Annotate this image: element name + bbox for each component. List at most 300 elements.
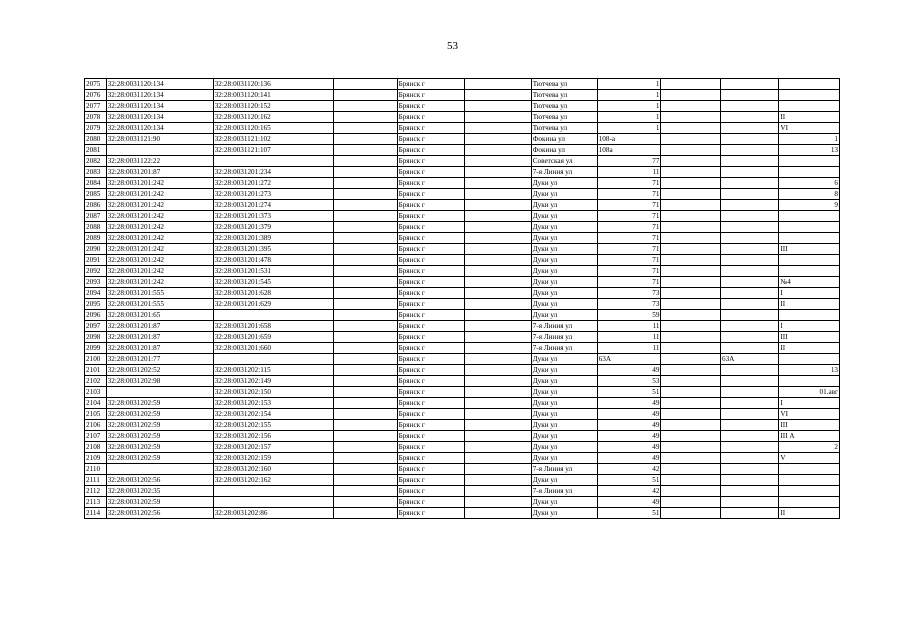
table-row [85,332,840,343]
building-cell [720,101,778,112]
table-row [85,343,840,354]
blank-cell-c [661,431,720,442]
premises-cell: I [779,321,840,332]
house-number-cell: 49 [597,398,661,409]
building-cell [720,453,778,464]
house-number-cell: 49 [597,365,661,376]
blank-cell-c [661,189,720,200]
house-number-cell: 71 [597,277,661,288]
cadastral-object-cell: 32:28:0031201:545 [213,277,333,288]
blank-cell-a [333,167,397,178]
table-row [85,222,840,233]
street-cell: Дуки ул [531,211,597,222]
premises-cell: 13 [779,365,840,376]
cadastral-object-cell: 32:28:0031201:478 [213,255,333,266]
table-row [85,79,840,90]
table-row [85,299,840,310]
cadastral-object-cell: 32:28:0031120:165 [213,123,333,134]
city-cell: Брянск г [397,321,464,332]
house-number-cell: 71 [597,178,661,189]
blank-cell-a [333,200,397,211]
house-number-cell: 73 [597,299,661,310]
cadastral-parcel-cell [106,387,213,398]
table-row [85,189,840,200]
blank-cell-a [333,387,397,398]
building-cell [720,233,778,244]
premises-cell [779,211,840,222]
premises-cell [779,101,840,112]
street-cell: Советская ул [531,156,597,167]
street-cell: Дуки ул [531,508,597,519]
city-cell: Брянск г [397,453,464,464]
cadastral-parcel-cell: 32:28:0031201:555 [106,299,213,310]
premises-cell: VI [779,123,840,134]
city-cell: Брянск г [397,189,464,200]
cadastral-object-cell: 32:28:0031202:160 [213,464,333,475]
house-number-cell: 49 [597,453,661,464]
city-cell: Брянск г [397,288,464,299]
table-row [85,134,840,145]
blank-cell-c [661,134,720,145]
blank-cell-b [464,442,531,453]
city-cell: Брянск г [397,387,464,398]
cadastral-parcel-cell: 32:28:0031201:555 [106,288,213,299]
blank-cell-b [464,321,531,332]
house-number-cell: 71 [597,233,661,244]
blank-cell-c [661,288,720,299]
street-cell: 7-я Линия ул [531,321,597,332]
cadastral-parcel-cell: 32:28:0031120:134 [106,112,213,123]
blank-cell-b [464,310,531,321]
blank-cell-b [464,266,531,277]
blank-cell-a [333,332,397,343]
street-cell: 7-я Линия ул [531,464,597,475]
premises-cell [779,222,840,233]
row-number-cell: 2088 [85,222,107,233]
row-number-cell: 2080 [85,134,107,145]
row-number-cell: 2078 [85,112,107,123]
blank-cell-b [464,200,531,211]
house-number-cell: 1 [597,101,661,112]
blank-cell-c [661,387,720,398]
house-number-cell: 1 [597,112,661,123]
street-cell: Дуки ул [531,255,597,266]
house-number-cell: 1 [597,123,661,134]
row-number-cell: 2101 [85,365,107,376]
premises-cell: 13 [779,145,840,156]
cadastral-parcel-cell: 32:28:0031201:87 [106,167,213,178]
premises-cell: III [779,244,840,255]
table-row [85,409,840,420]
cadastral-object-cell: 32:28:0031202:154 [213,409,333,420]
cadastral-parcel-cell: 32:28:0031121:90 [106,134,213,145]
cadastral-parcel-cell: 32:28:0031202:56 [106,508,213,519]
cadastral-parcel-cell: 32:28:0031201:242 [106,222,213,233]
premises-cell [779,233,840,244]
street-cell: 7-я Линия ул [531,167,597,178]
row-number-cell: 2090 [85,244,107,255]
blank-cell-a [333,277,397,288]
blank-cell-c [661,101,720,112]
cadastral-object-cell: 32:28:0031121:107 [213,145,333,156]
building-cell [720,134,778,145]
street-cell: Дуки ул [531,178,597,189]
blank-cell-a [333,112,397,123]
house-number-cell: 108-а [597,134,661,145]
cadastral-parcel-cell: 32:28:0031201:87 [106,343,213,354]
city-cell: Брянск г [397,310,464,321]
cadastral-object-cell [213,310,333,321]
premises-cell [779,310,840,321]
premises-cell [779,497,840,508]
blank-cell-a [333,508,397,519]
cadastral-object-cell: 32:28:0031201:272 [213,178,333,189]
city-cell: Брянск г [397,211,464,222]
city-cell: Брянск г [397,101,464,112]
blank-cell-b [464,398,531,409]
house-number-cell: 63А [597,354,661,365]
cadastral-object-cell: 32:28:0031201:531 [213,266,333,277]
cadastral-parcel-cell: 32:28:0031202:59 [106,420,213,431]
blank-cell-c [661,310,720,321]
city-cell: Брянск г [397,431,464,442]
street-cell: Дуки ул [531,288,597,299]
row-number-cell: 2105 [85,409,107,420]
building-cell [720,365,778,376]
row-number-cell: 2098 [85,332,107,343]
table-row [85,101,840,112]
city-cell: Брянск г [397,112,464,123]
premises-cell [779,475,840,486]
city-cell: Брянск г [397,277,464,288]
street-cell: Дуки ул [531,189,597,200]
cadastral-parcel-cell: 32:28:0031201:65 [106,310,213,321]
building-cell [720,200,778,211]
building-cell [720,310,778,321]
cadastral-parcel-cell: 32:28:0031201:242 [106,277,213,288]
blank-cell-c [661,277,720,288]
cadastral-parcel-cell: 32:28:0031201:242 [106,244,213,255]
premises-cell: II [779,508,840,519]
city-cell: Брянск г [397,420,464,431]
table-row [85,123,840,134]
street-cell: Тютчева ул [531,79,597,90]
blank-cell-a [333,420,397,431]
street-cell: Дуки ул [531,420,597,431]
cadastral-parcel-cell: 32:28:0031202:59 [106,398,213,409]
cadastral-parcel-cell: 32:28:0031201:242 [106,178,213,189]
building-cell [720,431,778,442]
house-number-cell: 11 [597,343,661,354]
city-cell: Брянск г [397,475,464,486]
cadastral-parcel-cell: 32:28:0031122:22 [106,156,213,167]
blank-cell-b [464,145,531,156]
street-cell: 7-я Линия ул [531,343,597,354]
blank-cell-a [333,442,397,453]
building-cell [720,211,778,222]
house-number-cell: 51 [597,508,661,519]
row-number-cell: 2111 [85,475,107,486]
table-row [85,211,840,222]
cadastral-object-cell: 32:28:0031201:658 [213,321,333,332]
cadastral-object-cell: 32:28:0031201:659 [213,332,333,343]
cadastral-object-cell: 32:28:0031201:379 [213,222,333,233]
house-number-cell: 71 [597,200,661,211]
cadastral-object-cell: 32:28:0031202:159 [213,453,333,464]
premises-cell: 1 [779,134,840,145]
blank-cell-a [333,486,397,497]
premises-cell [779,156,840,167]
premises-cell [779,376,840,387]
city-cell: Брянск г [397,464,464,475]
blank-cell-b [464,101,531,112]
house-number-cell: 49 [597,442,661,453]
building-cell [720,189,778,200]
blank-cell-b [464,90,531,101]
cadastral-object-cell: 32:28:0031201:389 [213,233,333,244]
city-cell: Брянск г [397,409,464,420]
street-cell: Дуки ул [531,376,597,387]
blank-cell-b [464,475,531,486]
building-cell [720,486,778,497]
building-cell [720,442,778,453]
cadastral-object-cell: 32:28:0031201:660 [213,343,333,354]
blank-cell-a [333,145,397,156]
registry-table [84,78,840,519]
page-number: 53 [447,40,458,52]
cadastral-parcel-cell: 32:28:0031201:87 [106,332,213,343]
row-number-cell: 2109 [85,453,107,464]
blank-cell-a [333,398,397,409]
blank-cell-a [333,134,397,145]
table-row [85,354,840,365]
cadastral-object-cell: 32:28:0031202:156 [213,431,333,442]
blank-cell-a [333,321,397,332]
street-cell: Дуки ул [531,266,597,277]
premises-cell: III [779,332,840,343]
table-row [85,266,840,277]
house-number-cell: 71 [597,189,661,200]
city-cell: Брянск г [397,255,464,266]
blank-cell-b [464,255,531,266]
cadastral-object-cell: 32:28:0031202:86 [213,508,333,519]
blank-cell-b [464,387,531,398]
premises-cell: II [779,112,840,123]
house-number-cell: 59 [597,310,661,321]
street-cell: Тютчева ул [531,112,597,123]
house-number-cell: 53 [597,376,661,387]
premises-cell: II [779,299,840,310]
blank-cell-b [464,222,531,233]
premises-cell [779,486,840,497]
city-cell: Брянск г [397,486,464,497]
row-number-cell: 2112 [85,486,107,497]
cadastral-parcel-cell: 32:28:0031201:242 [106,200,213,211]
cadastral-object-cell: 32:28:0031120:141 [213,90,333,101]
registry-table-body [85,79,840,519]
row-number-cell: 2097 [85,321,107,332]
blank-cell-b [464,211,531,222]
blank-cell-c [661,354,720,365]
blank-cell-c [661,233,720,244]
blank-cell-a [333,101,397,112]
row-number-cell: 2091 [85,255,107,266]
row-number-cell: 2114 [85,508,107,519]
table-row [85,112,840,123]
table-row [85,310,840,321]
cadastral-parcel-cell: 32:28:0031201:242 [106,266,213,277]
cadastral-object-cell [213,486,333,497]
city-cell: Брянск г [397,167,464,178]
city-cell: Брянск г [397,365,464,376]
building-cell [720,167,778,178]
blank-cell-c [661,409,720,420]
table-row [85,90,840,101]
blank-cell-c [661,453,720,464]
house-number-cell: 49 [597,497,661,508]
blank-cell-c [661,497,720,508]
house-number-cell: 71 [597,222,661,233]
table-row [85,365,840,376]
blank-cell-b [464,332,531,343]
cadastral-object-cell: 32:28:0031201:395 [213,244,333,255]
blank-cell-c [661,398,720,409]
street-cell: Фокина ул [531,134,597,145]
cadastral-parcel-cell: 32:28:0031120:134 [106,90,213,101]
blank-cell-a [333,211,397,222]
cadastral-parcel-cell: 32:28:0031120:134 [106,101,213,112]
building-cell [720,332,778,343]
house-number-cell: 49 [597,431,661,442]
blank-cell-c [661,299,720,310]
table-row [85,508,840,519]
row-number-cell: 2100 [85,354,107,365]
cadastral-object-cell: 32:28:0031120:136 [213,79,333,90]
premises-cell: 9 [779,200,840,211]
cadastral-parcel-cell: 32:28:0031201:242 [106,189,213,200]
building-cell [720,464,778,475]
city-cell: Брянск г [397,200,464,211]
building-cell [720,387,778,398]
building-cell [720,112,778,123]
blank-cell-a [333,255,397,266]
blank-cell-a [333,376,397,387]
blank-cell-a [333,123,397,134]
blank-cell-c [661,321,720,332]
street-cell: Дуки ул [531,244,597,255]
cadastral-parcel-cell [106,464,213,475]
blank-cell-b [464,464,531,475]
blank-cell-a [333,475,397,486]
row-number-cell: 2108 [85,442,107,453]
premises-cell: 8 [779,189,840,200]
cadastral-object-cell: 32:28:0031202:155 [213,420,333,431]
cadastral-parcel-cell: 32:28:0031202:59 [106,497,213,508]
building-cell [720,299,778,310]
blank-cell-b [464,123,531,134]
blank-cell-b [464,365,531,376]
table-row [85,486,840,497]
city-cell: Брянск г [397,79,464,90]
blank-cell-c [661,486,720,497]
building-cell [720,222,778,233]
city-cell: Брянск г [397,354,464,365]
blank-cell-c [661,420,720,431]
street-cell: Дуки ул [531,442,597,453]
row-number-cell: 2106 [85,420,107,431]
building-cell [720,508,778,519]
blank-cell-b [464,167,531,178]
city-cell: Брянск г [397,497,464,508]
house-number-cell: 1 [597,79,661,90]
house-number-cell: 11 [597,167,661,178]
house-number-cell: 108а [597,145,661,156]
cadastral-parcel-cell: 32:28:0031202:59 [106,453,213,464]
house-number-cell: 42 [597,486,661,497]
house-number-cell: 71 [597,211,661,222]
blank-cell-b [464,453,531,464]
row-number-cell: 2094 [85,288,107,299]
blank-cell-b [464,288,531,299]
blank-cell-c [661,508,720,519]
building-cell [720,409,778,420]
premises-cell: V [779,453,840,464]
premises-cell: №4 [779,277,840,288]
cadastral-object-cell [213,497,333,508]
city-cell: Брянск г [397,233,464,244]
cadastral-object-cell: 32:28:0031202:149 [213,376,333,387]
blank-cell-c [661,244,720,255]
blank-cell-a [333,310,397,321]
row-number-cell: 2079 [85,123,107,134]
blank-cell-a [333,299,397,310]
table-row [85,277,840,288]
building-cell [720,145,778,156]
blank-cell-a [333,90,397,101]
house-number-cell: 49 [597,409,661,420]
blank-cell-b [464,233,531,244]
row-number-cell: 2082 [85,156,107,167]
table-row [85,244,840,255]
building-cell [720,255,778,266]
blank-cell-b [464,178,531,189]
blank-cell-a [333,233,397,244]
blank-cell-b [464,156,531,167]
blank-cell-a [333,178,397,189]
cadastral-object-cell: 32:28:0031202:150 [213,387,333,398]
table-row [85,442,840,453]
blank-cell-c [661,200,720,211]
row-number-cell: 2102 [85,376,107,387]
blank-cell-c [661,79,720,90]
blank-cell-c [661,376,720,387]
premises-cell: III [779,420,840,431]
blank-cell-a [333,464,397,475]
blank-cell-a [333,189,397,200]
city-cell: Брянск г [397,178,464,189]
premises-cell: 6 [779,178,840,189]
table-row [85,420,840,431]
row-number-cell: 2089 [85,233,107,244]
blank-cell-b [464,79,531,90]
cadastral-object-cell: 32:28:0031202:115 [213,365,333,376]
cadastral-object-cell: 32:28:0031201:273 [213,189,333,200]
street-cell: Дуки ул [531,310,597,321]
cadastral-object-cell [213,156,333,167]
house-number-cell: 49 [597,420,661,431]
cadastral-parcel-cell [106,145,213,156]
street-cell: Дуки ул [531,475,597,486]
